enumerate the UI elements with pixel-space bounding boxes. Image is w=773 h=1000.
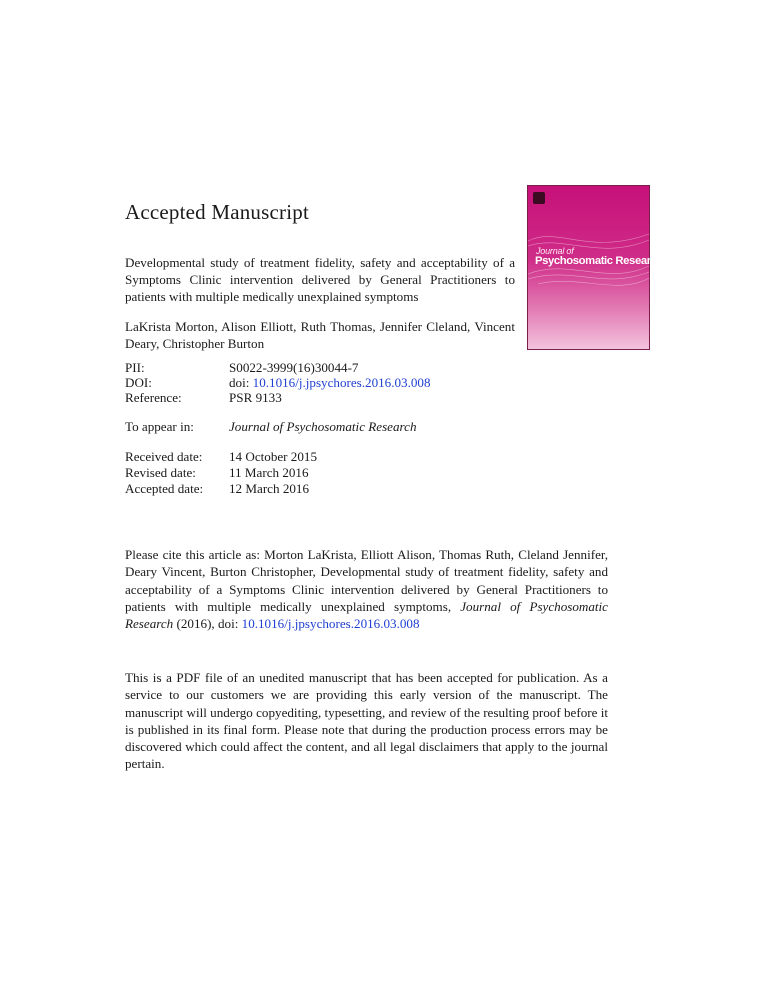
accepted-label: Accepted date:	[125, 481, 204, 496]
article-title: Developmental study of treatment fidelity, safety and acceptability of a Symptoms Clinic intervention delivered by General Practitioners to patients with multiple medically unexplained symptoms	[125, 255, 515, 304]
appear-label: To appear in:	[125, 419, 194, 434]
reference-value: PSR 9133	[229, 390, 282, 405]
appear-value: Journal of Psychosomatic Research	[229, 419, 417, 434]
elsevier-tree-icon	[533, 192, 545, 204]
pii-label: PII:	[125, 360, 145, 375]
doi-label: DOI:	[125, 375, 152, 390]
manuscript-notice: This is a PDF file of an unedited manuscript that has been accepted for publication. As a service to our customers we are providing this early version of the manuscript. The manuscript will undergo copyediting, typesetting, and review of the resulting proof before it is published in its final form. Please note that during the production process errors may be discovered which could affect the content, and all legal disclaimers that apply to the journal pertain.	[125, 670, 608, 772]
received-value: 14 October 2015	[229, 449, 317, 464]
cover-journal-line2: Psychosomatic Research	[535, 255, 664, 267]
citation-doi-prefix: doi:	[217, 616, 239, 632]
journal-cover	[527, 185, 664, 350]
received-label: Received date:	[125, 449, 203, 464]
cover-journal-line1: Journal of	[536, 246, 574, 256]
revised-value: 11 March 2016	[229, 465, 309, 480]
doi-prefix: doi:	[229, 375, 250, 390]
citation-text: Please cite this article as: Morton LaKrista, Elliott Alison, Thomas Ruth, Cleland Jennifer, Deary Vincent, Burton Christopher, Developmental study of treatment fidelity, safety and acceptability of a Symptoms Clinic intervention delivered by General Practitioners to patients with multiple medically unexplained symptoms,	[125, 547, 608, 614]
accepted-value: 12 March 2016	[229, 481, 310, 496]
revised-label: Revised date:	[125, 465, 196, 480]
reference-label: Reference:	[125, 390, 182, 405]
citation-doi-link[interactable]: 10.1016/j.jpsychores.2016.03.008	[241, 616, 420, 632]
page-heading: Accepted Manuscript	[125, 200, 309, 224]
doi-link[interactable]: 10.1016/j.jpsychores.2016.03.008	[252, 375, 431, 390]
citation-year: (2016),	[176, 616, 215, 632]
pii-value: S0022-3999(16)30044-7	[229, 360, 359, 375]
doi-value	[229, 375, 431, 391]
citation-journal: Journal of Psychosomatic Research	[125, 598, 608, 632]
citation-paragraph	[125, 546, 608, 632]
cover-wave-lines	[528, 186, 649, 349]
author-list: LaKrista Morton, Alison Elliott, Ruth Thomas, Jennifer Cleland, Vincent Deary, Christopher Burton	[125, 319, 515, 351]
